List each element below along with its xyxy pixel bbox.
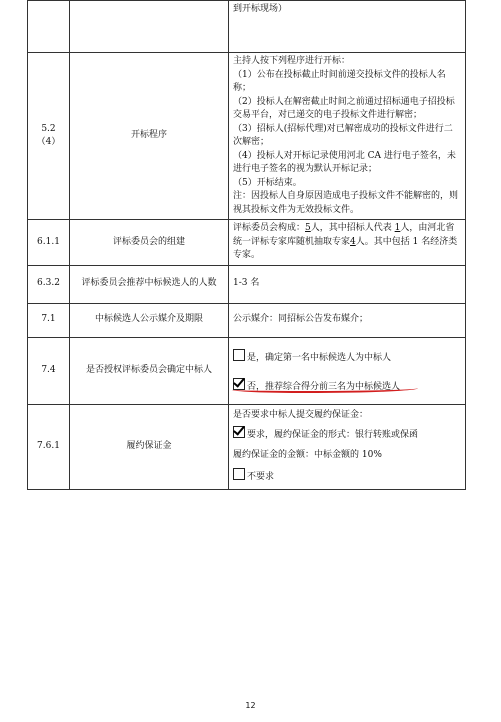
table-row: [28, 265, 466, 303]
clause-number: 6.1.1: [28, 220, 70, 266]
content-line: （1）公布在投标截止时间前递交投标文件的投标人名称；: [233, 69, 446, 93]
content-line: 履约保证金的金额：中标金额的 10%: [233, 449, 382, 460]
table-row: [28, 220, 466, 266]
committee-size: 5: [305, 223, 311, 233]
unchecked-checkbox-icon[interactable]: [233, 468, 245, 480]
option-not-require[interactable]: 不要求: [233, 468, 461, 485]
table-row: [28, 53, 466, 220]
clause-content: [229, 53, 466, 220]
clause-number: 7.6.1: [28, 404, 70, 489]
content-line: （3）招标人(招标代理)对已解密成功的投标文件进行二次解密；: [233, 123, 453, 147]
clause-name: 履约保证金: [70, 404, 229, 489]
clause-name: [70, 1, 229, 53]
clause-name: 评标委员会推荐中标候选人的人数: [70, 265, 229, 303]
clause-content: 评标委员会构成：5人，其中招标人代表 1人，由河北省统一评标专家库随机抽取专家4人。其中包括 1 名经济类专家。: [229, 220, 466, 266]
clause-number: [28, 1, 70, 53]
clause-content: 公示媒介：同招标公告发布媒介；: [229, 303, 466, 337]
clause-content: [229, 337, 466, 404]
owner-rep-count: 1: [394, 223, 401, 233]
clause-name: 中标候选人公示媒介及期限: [70, 303, 229, 337]
option-yes[interactable]: 是，确定第一名中标候选人为中标人: [233, 349, 461, 366]
clause-content: [229, 1, 466, 53]
clause-content: 1-3 名: [229, 265, 466, 303]
content-line: （4）投标人对开标记录使用河北 CA 进行电子签名，未进行电子签名的视为默认开标记录；: [233, 150, 456, 174]
table-row: [28, 337, 466, 404]
page-number: 12: [245, 701, 256, 710]
clause-content: [229, 404, 466, 489]
clause-number: 5.2（4）: [28, 53, 70, 220]
table-row: [28, 303, 466, 337]
option-no[interactable]: 否，推荐综合得分前三名为中标候选人: [233, 378, 461, 395]
clause-number: 6.3.2: [28, 265, 70, 303]
clause-name: 开标程序: [70, 53, 229, 220]
content-line: 注：因投标人自身原因造成电子投标文件不能解密的，则视其投标文件为无效投标文件。: [233, 191, 459, 215]
content-line: （2）投标人在解密截止时间之前通过招标通电子招投标交易平台，对已递交的电子投标文件进行解密；: [233, 96, 455, 120]
table-row: [28, 1, 466, 53]
clause-number: 7.4: [28, 337, 70, 404]
expert-count: 4: [350, 236, 356, 247]
clause-name: 是否授权评标委员会确定中标人: [70, 337, 229, 404]
clause-name: 评标委员会的组建: [70, 220, 229, 266]
bid-data-table: [27, 0, 466, 490]
content-line: （5）开标结束。: [233, 177, 302, 188]
unchecked-checkbox-icon[interactable]: [233, 349, 245, 361]
content-line: 到开标现场）: [233, 4, 288, 14]
content-line: 是否要求中标人提交履约保证金：: [233, 409, 369, 420]
checked-checkbox-icon[interactable]: [233, 426, 245, 438]
content-line: 主持人按下列程序进行开标：: [233, 56, 351, 66]
option-require[interactable]: 要求，履约保证金的形式：银行转账或保函: [233, 426, 461, 443]
clause-number: 7.1: [28, 303, 70, 337]
table-row: [28, 404, 466, 489]
